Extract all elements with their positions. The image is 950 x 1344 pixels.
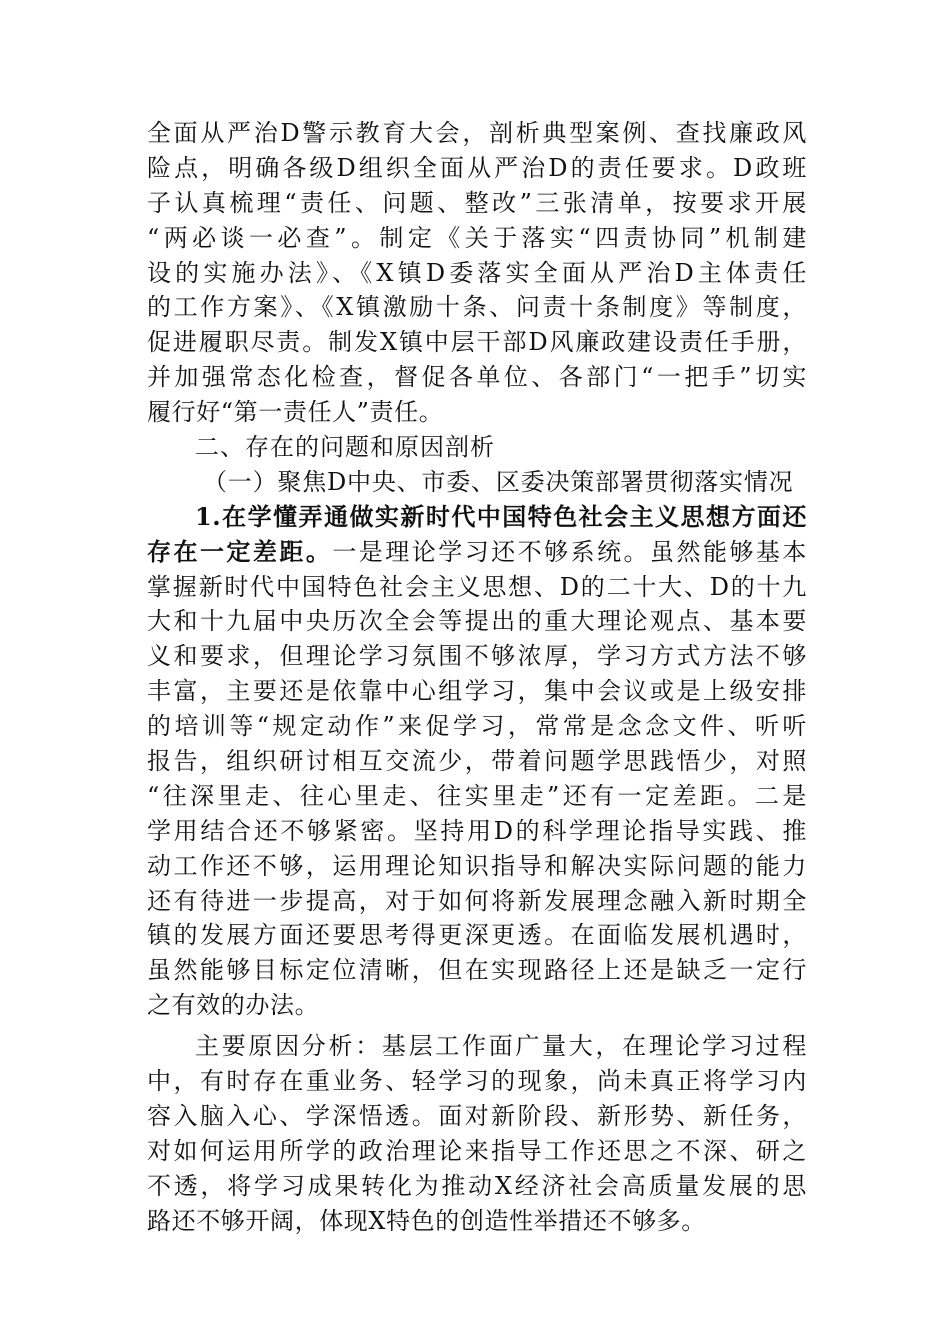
- item-heading-tail: 存在一定差距。: [147, 536, 333, 566]
- text-line: “往深里走、往心里走、往实里走”还有一定差距。二是: [147, 781, 807, 810]
- text-line: 险点，明确各级D组织全面从严治D的责任要求。D政班: [147, 153, 807, 182]
- section-heading: 二、存在的问题和原因剖析: [195, 433, 495, 462]
- item-heading-line: 1.在学懂弄通做实新时代中国特色社会主义思想方面还: [195, 501, 807, 531]
- text-line: 学用结合还不够紧密。坚持用D的科学理论指导实践、推: [147, 816, 807, 845]
- text-line: [147, 535, 807, 570]
- subsection-heading: （一）聚焦D中央、市委、区委决策部署贯彻落实情况: [203, 467, 794, 496]
- text-line: 设的实施办法》、《X镇D委落实全面从严治D主体责任: [147, 258, 807, 287]
- paragraph-item-1: [147, 500, 807, 1023]
- paragraph-analysis: [147, 1029, 807, 1238]
- text-line: 容入脑入心、学深悟透。面对新阶段、新形势、新任务，: [147, 1101, 807, 1130]
- text-line: 对如何运用所学的政治理论来指导工作还思之不深、研之: [147, 1136, 807, 1165]
- text-line: 子认真梳理“责任、问题、整改”三张清单，按要求开展: [147, 188, 807, 217]
- text-line: 的培训等“规定动作”来促学习，常常是念念文件、听听: [147, 712, 807, 741]
- text-line: 虽然能够目标定位清晰，但在实现路径上还是缺乏一定行: [147, 956, 807, 985]
- text-line: 报告，组织研讨相互交流少，带着问题学思践悟少，对照: [147, 747, 807, 776]
- text-line: 动工作还不够，运用理论知识指导和解决实际问题的能力: [147, 851, 807, 880]
- text-line: 并加强常态化检查，督促各单位、各部门“一把手”切实: [147, 363, 807, 392]
- text-line: 的工作方案》、《X镇激励十条、问责十条制度》等制度，: [147, 293, 807, 322]
- text-line: 大和十九届中央历次全会等提出的重大理论观点、基本要: [147, 607, 807, 636]
- paragraph-responsibility: [147, 116, 807, 430]
- text-line: 主要原因分析：基层工作面广量大，在理论学习过程: [195, 1032, 807, 1061]
- text-line: 全面从严治D警示教育大会，剖析典型案例、查找廉政风: [147, 119, 807, 147]
- text-line: 镇的发展方面还要思考得更深更透。在面临发展机遇时，: [147, 921, 807, 950]
- text-line: 掌握新时代中国特色社会主义思想、D的二十大、D的十九: [147, 572, 807, 601]
- text-segment: 一是理论学习还不够系统。虽然能够基本: [332, 537, 807, 566]
- text-line: 中，有时存在重业务、轻学习的现象，尚未真正将学习内: [147, 1067, 807, 1096]
- text-line: 不透，将学习成果转化为推动X经济社会高质量发展的思: [147, 1171, 807, 1200]
- text-line: 履行好“第一责任人”责任。: [147, 398, 444, 427]
- document-body: [147, 116, 807, 1239]
- text-line: 路还不够开阔，体现X特色的创造性举措还不够多。: [147, 1206, 706, 1235]
- text-line: 丰富，主要还是依靠中心组学习，集中会议或是上级安排: [147, 677, 807, 706]
- text-line: 促进履职尽责。制发X镇中层干部D风廉政建设责任手册，: [147, 328, 807, 357]
- text-line: 义和要求，但理论学习氛围不够浓厚，学习方式方法不够: [147, 642, 807, 671]
- text-line: “两必谈一必查”。制定《关于落实“四责协同”机制建: [147, 223, 807, 252]
- text-line: 还有待进一步提高，对于如何将新发展理念融入新时期全: [147, 886, 807, 915]
- text-line: 之有效的办法。: [147, 991, 320, 1020]
